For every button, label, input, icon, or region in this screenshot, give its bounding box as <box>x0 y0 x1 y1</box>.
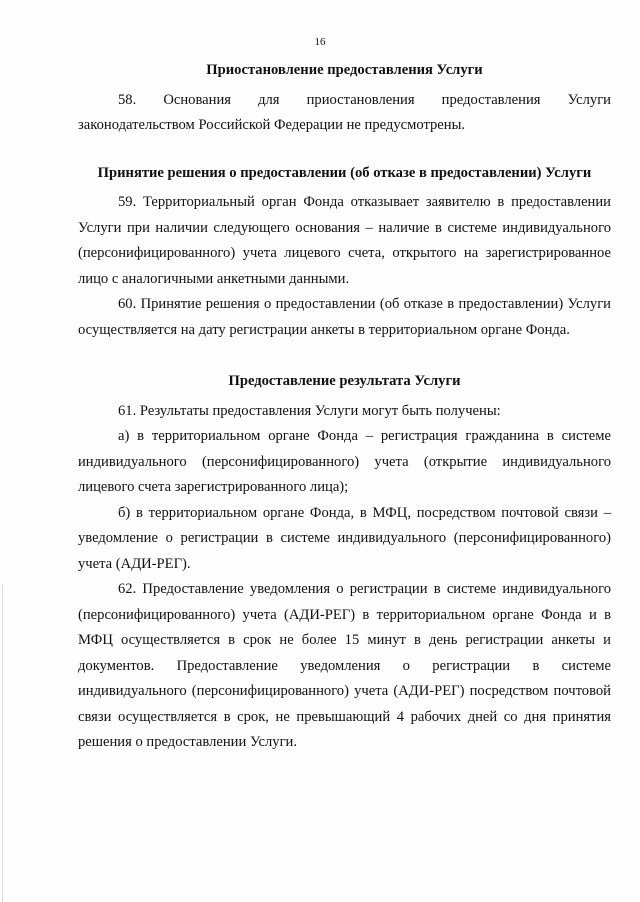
paragraph-60: 60. Принятие решения о предоставлении (об отказе в предоставлении) Услуги осуществляется на дату регистрации анкеты в территориальном органе Фонда. <box>78 296 611 338</box>
section-heading-result: Предоставление результата Услуги <box>228 373 461 389</box>
scan-edge-line <box>2 585 3 902</box>
page-number: 16 <box>314 36 326 48</box>
paragraph-59: 59. Территориальный орган Фонда отказывает заявителю в предоставлении Услуги при наличии следующего основания – наличие в системе индивидуального (персонифицированного) учета лицевого счета, открытого на зарегистрированное лицо с аналогичными анкетными данными. <box>78 194 611 287</box>
section-heading-suspension: Приостановление предоставления Услуги <box>206 62 483 78</box>
paragraph-61-a: а) в территориальном органе Фонда – регистрация гражданина в системе индивидуального (персонифицированного) учета (открытие индивидуального лицевого счета зарегистрированного лица); <box>78 428 611 495</box>
paragraph-61: 61. Результаты предоставления Услуги могут быть получены: <box>118 402 501 419</box>
paragraph-58: 58. Основания для приостановления предоставления Услуги законодательством Российской Федерации не предусмотрены. <box>78 91 611 133</box>
section-heading-decision: Принятие решения о предоставлении (об отказе в предоставлении) Услуги <box>97 164 592 181</box>
document-body <box>78 58 611 756</box>
paragraph-62: 62. Предоставление уведомления о регистрации в системе индивидуального (персонифицированного) учета (АДИ-РЕГ) в территориальном органе Фонда и в МФЦ осуществляется в срок не более 15 минут в день регистрации анкеты и документов. Предоставление уведомления о регистрации в системе индивидуального (персонифицированного) учета (АДИ-РЕГ) посредством почтовой связи осуществляется в срок, не превышающий 4 рабочих дней со дня принятия решения о предоставлении Услуги. <box>78 581 611 750</box>
paragraph-61-b: б) в территориальном органе Фонда, в МФЦ, посредством почтовой связи – уведомление о регистрации в системе индивидуального (персонифицированного) учета (АДИ-РЕГ). <box>78 504 611 572</box>
